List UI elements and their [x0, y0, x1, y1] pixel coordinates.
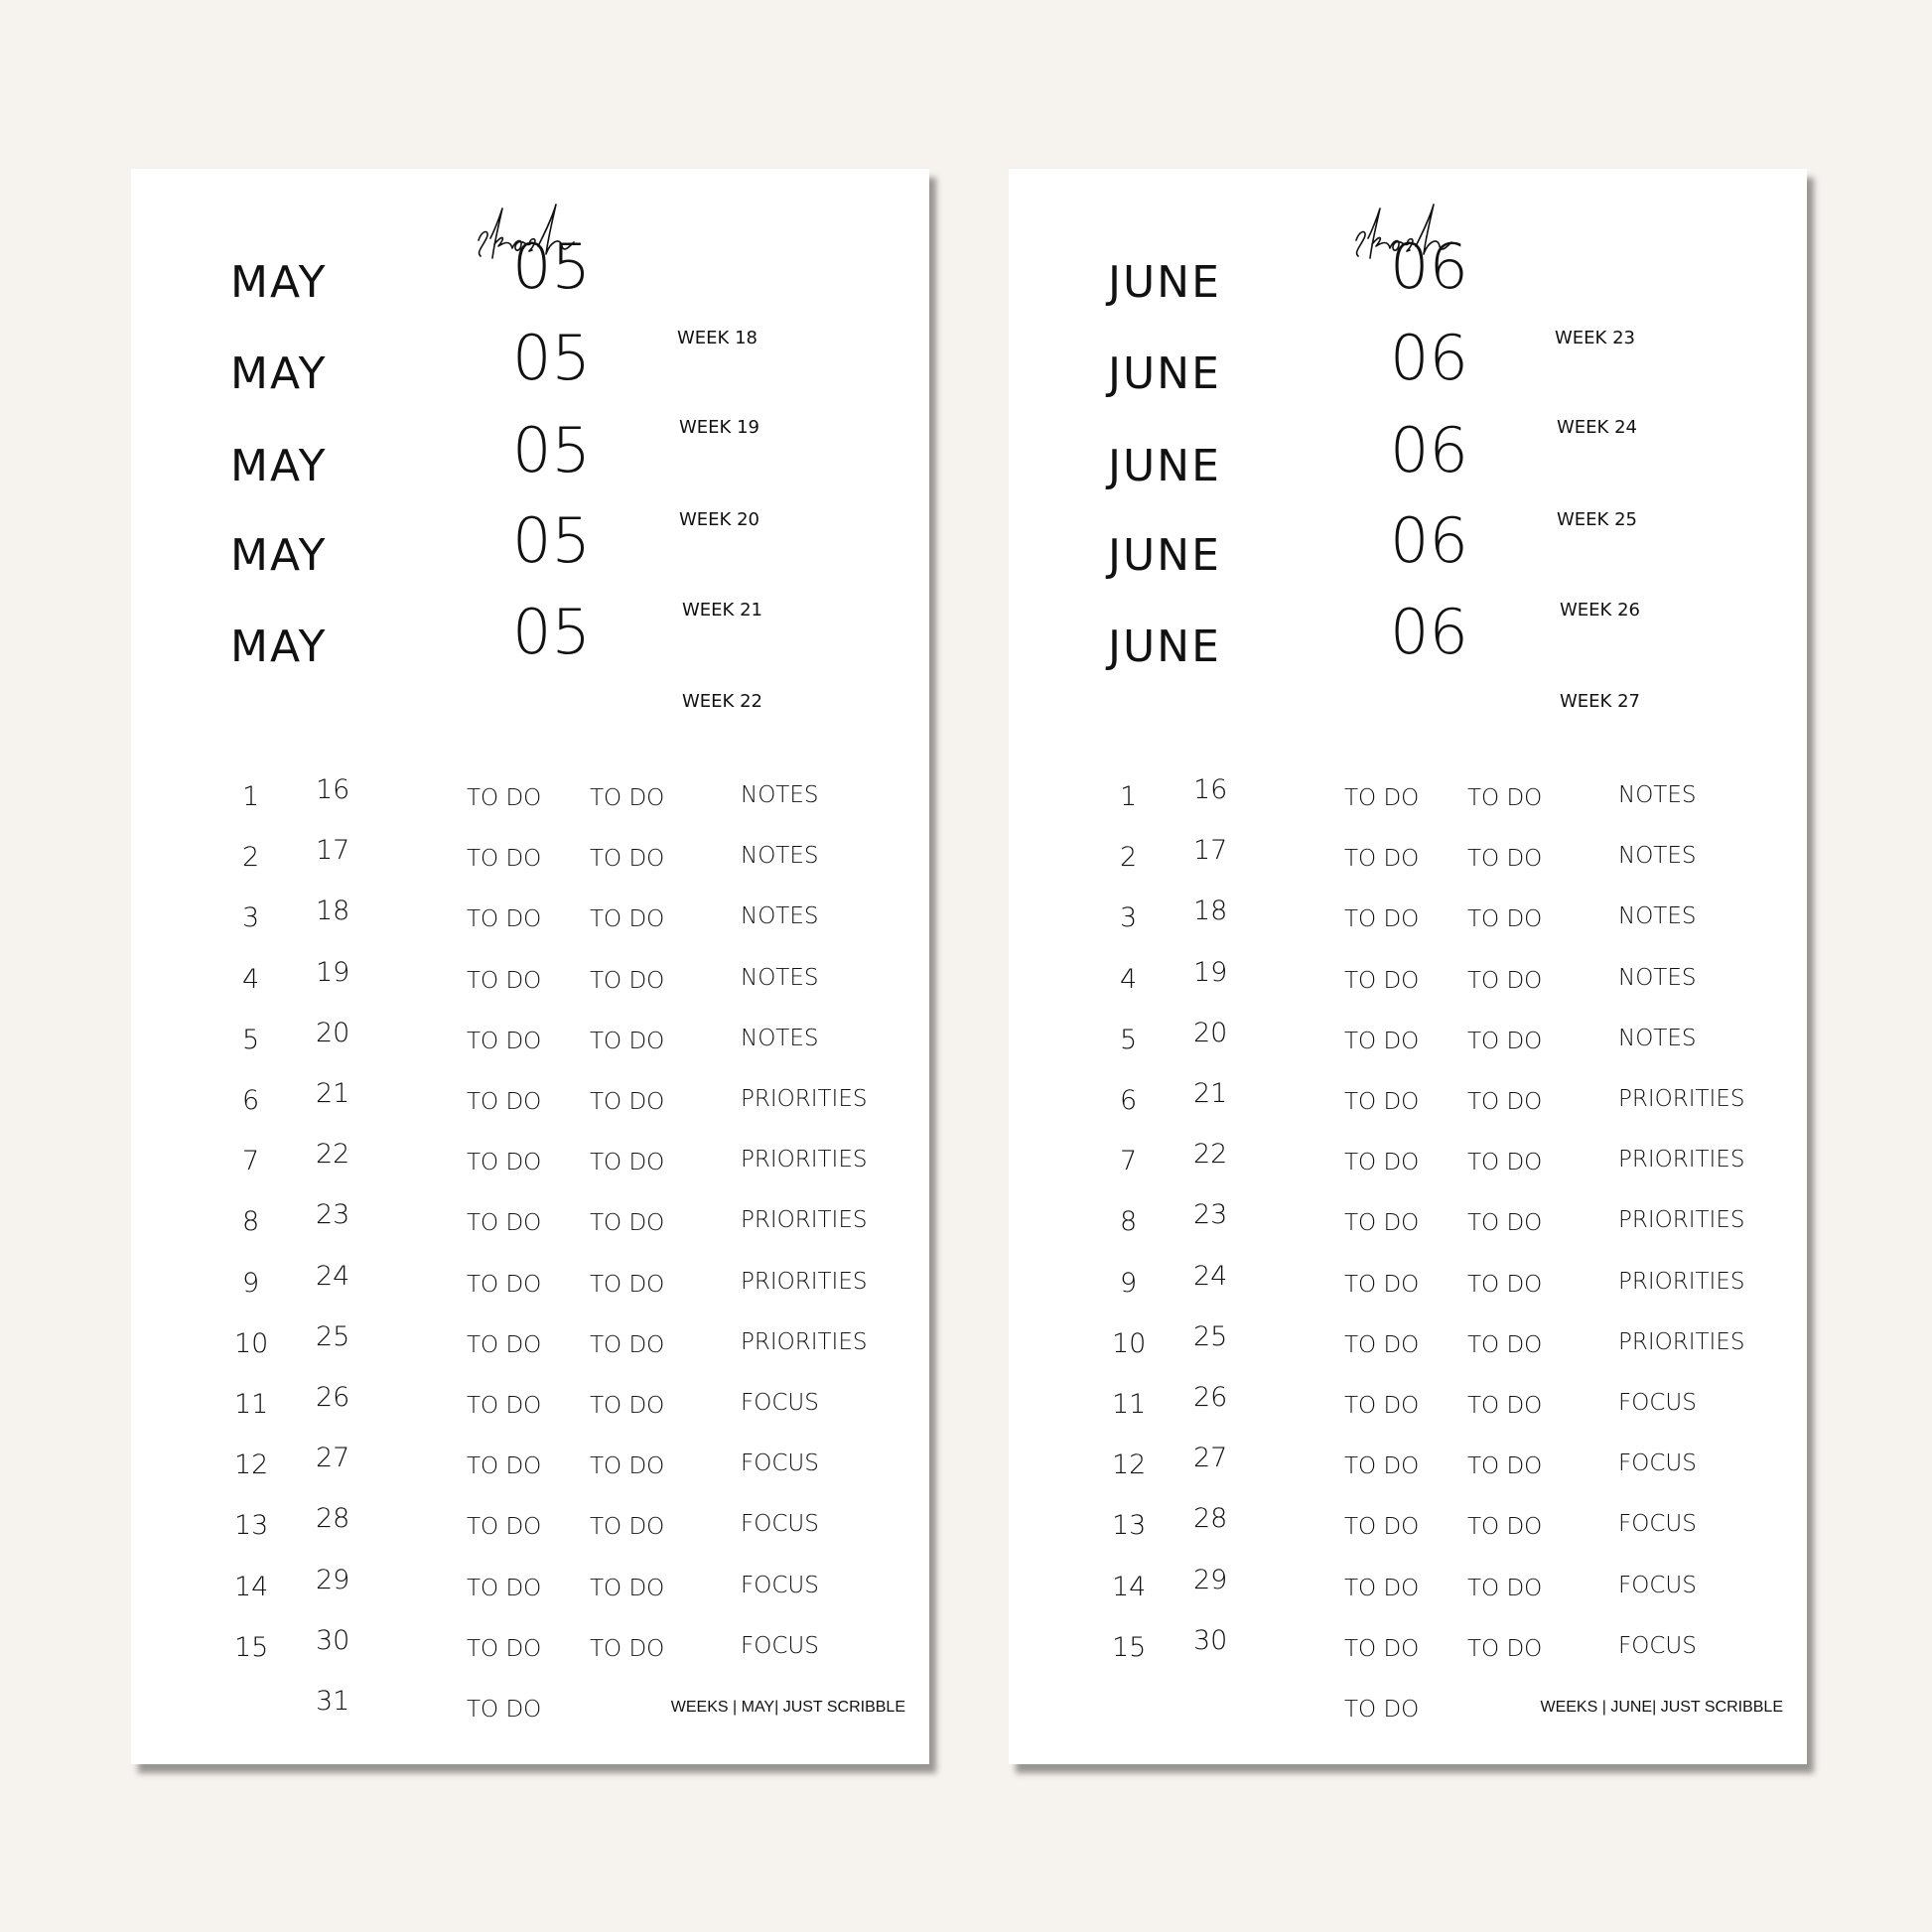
month-number: 05	[512, 230, 591, 303]
week-label: WEEK 24	[1557, 417, 1637, 438]
todo-label: TO DO	[467, 1150, 542, 1176]
day-number: 11	[234, 1389, 269, 1420]
day-number: 4	[1120, 963, 1138, 995]
category-label: FOCUS	[741, 1572, 819, 1598]
todo-label: TO DO	[590, 1210, 665, 1237]
todo-label: TO DO	[590, 1150, 665, 1176]
day-number: 13	[234, 1510, 269, 1542]
category-label: PRIORITIES	[741, 1086, 868, 1112]
day-number: 24	[1193, 1260, 1228, 1292]
day-number: 15	[1112, 1631, 1147, 1663]
todo-label: TO DO	[1467, 1453, 1543, 1480]
todo-label: TO DO	[1344, 1271, 1420, 1298]
day-number: 26	[1193, 1382, 1228, 1413]
month-label: JUNE	[1108, 348, 1221, 399]
day-number: 20	[316, 1017, 350, 1048]
category-label: NOTES	[1618, 843, 1697, 870]
day-number: 6	[242, 1085, 260, 1116]
todo-label: TO DO	[1344, 1453, 1420, 1480]
day-number: 17	[1193, 835, 1228, 867]
todo-label: TO DO	[590, 785, 665, 811]
day-number: 3	[242, 902, 260, 934]
todo-label: TO DO	[467, 1089, 542, 1115]
day-number: 1	[242, 781, 260, 812]
category-label: FOCUS	[1618, 1390, 1697, 1416]
day-number: 9	[242, 1267, 260, 1299]
todo-label: TO DO	[590, 1514, 665, 1541]
day-number: 14	[1112, 1571, 1147, 1602]
day-number: 12	[234, 1449, 269, 1481]
category-label: FOCUS	[741, 1632, 819, 1659]
category-label: FOCUS	[741, 1390, 819, 1416]
day-number: 14	[234, 1571, 269, 1602]
day-number: 2	[1120, 842, 1138, 874]
todo-label: TO DO	[467, 1331, 542, 1358]
day-number: 7	[1120, 1146, 1138, 1177]
todo-label: TO DO	[1344, 1514, 1420, 1541]
category-label: NOTES	[1618, 964, 1697, 991]
day-number: 9	[1120, 1267, 1138, 1299]
category-label: FOCUS	[1618, 1632, 1697, 1659]
category-label: PRIORITIES	[1618, 1147, 1745, 1173]
todo-label: TO DO	[467, 906, 542, 933]
day-number: 28	[1193, 1503, 1228, 1535]
category-label: NOTES	[741, 903, 819, 930]
todo-label: TO DO	[467, 1028, 542, 1054]
category-label: PRIORITIES	[1618, 1086, 1745, 1112]
category-label: PRIORITIES	[741, 1268, 868, 1295]
day-number: 27	[1193, 1443, 1228, 1474]
todo-label: TO DO	[590, 1453, 665, 1480]
month-label: MAY	[230, 441, 328, 491]
day-number: 26	[316, 1382, 350, 1413]
week-label: WEEK 27	[1560, 691, 1640, 712]
month-number: 06	[1390, 596, 1468, 668]
todo-label: TO DO	[1467, 1210, 1543, 1237]
todo-label: TO DO	[1467, 1028, 1543, 1054]
day-number: 18	[316, 896, 350, 927]
month-label: MAY	[230, 530, 328, 581]
sticker-sheet-june	[1009, 169, 1807, 1764]
day-number: 25	[316, 1320, 350, 1352]
todo-label: TO DO	[590, 1271, 665, 1298]
day-number: 20	[1193, 1017, 1228, 1048]
todo-label: TO DO	[1344, 1210, 1420, 1237]
todo-label: TO DO	[467, 1635, 542, 1662]
week-label: WEEK 20	[679, 509, 759, 530]
day-number: 16	[316, 774, 350, 805]
category-label: FOCUS	[741, 1450, 819, 1477]
todo-label: TO DO	[467, 967, 542, 994]
todo-label: TO DO	[1467, 846, 1543, 873]
day-number: 12	[1112, 1449, 1147, 1481]
category-label: NOTES	[1618, 782, 1697, 808]
todo-label: TO DO	[1344, 785, 1420, 811]
todo-label: TO DO	[467, 1393, 542, 1419]
day-number: 2	[242, 842, 260, 874]
day-number: 16	[1193, 774, 1228, 805]
day-number: 1	[1120, 781, 1138, 812]
todo-label: TO DO	[1467, 1089, 1543, 1115]
day-number: 25	[1193, 1320, 1228, 1352]
day-number: 24	[316, 1260, 350, 1292]
week-label: WEEK 23	[1555, 328, 1635, 348]
month-label: MAY	[230, 257, 328, 308]
day-number: 8	[1120, 1206, 1138, 1238]
category-label: PRIORITIES	[1618, 1207, 1745, 1234]
day-number: 27	[316, 1443, 350, 1474]
day-number: 18	[1193, 896, 1228, 927]
todo-label: TO DO	[467, 1453, 542, 1480]
day-number: 10	[234, 1327, 269, 1359]
day-number: 21	[316, 1078, 350, 1109]
todo-label: TO DO	[1344, 1150, 1420, 1176]
todo-label: TO DO	[590, 1635, 665, 1662]
todo-label: TO DO	[590, 1028, 665, 1054]
todo-label: TO DO	[590, 1575, 665, 1601]
day-number: 3	[1120, 902, 1138, 934]
month-number: 05	[512, 414, 591, 486]
month-label: MAY	[230, 348, 328, 399]
day-number: 17	[316, 835, 350, 867]
week-label: WEEK 22	[682, 691, 762, 712]
todo-label: TO DO	[1467, 1393, 1543, 1419]
day-number: 19	[1193, 956, 1228, 988]
category-label: NOTES	[1618, 903, 1697, 930]
day-number: 28	[316, 1503, 350, 1535]
month-label: MAY	[230, 621, 328, 672]
todo-label: TO DO	[467, 1575, 542, 1601]
month-label: JUNE	[1108, 530, 1221, 581]
category-label: PRIORITIES	[1618, 1268, 1745, 1295]
todo-label: TO DO	[1344, 846, 1420, 873]
day-number: 13	[1112, 1510, 1147, 1542]
category-label: NOTES	[741, 843, 819, 870]
week-label: WEEK 25	[1557, 509, 1637, 530]
todo-label: TO DO	[1344, 967, 1420, 994]
todo-label: TO DO	[590, 1393, 665, 1419]
todo-label: TO DO	[1467, 785, 1543, 811]
day-number: 8	[242, 1206, 260, 1238]
category-label: FOCUS	[1618, 1511, 1697, 1538]
day-number: 21	[1193, 1078, 1228, 1109]
category-label: NOTES	[1618, 1025, 1697, 1051]
todo-label: TO DO	[590, 846, 665, 873]
day-number: 22	[1193, 1139, 1228, 1171]
todo-label: TO DO	[467, 1697, 542, 1723]
todo-label: TO DO	[1344, 1393, 1420, 1419]
day-number: 30	[316, 1624, 350, 1656]
todo-label: TO DO	[1344, 1635, 1420, 1662]
todo-label: TO DO	[1467, 1150, 1543, 1176]
todo-label: TO DO	[467, 785, 542, 811]
todo-label: TO DO	[590, 906, 665, 933]
todo-label: TO DO	[1467, 1331, 1543, 1358]
todo-label: TO DO	[590, 1331, 665, 1358]
day-number: 22	[316, 1139, 350, 1171]
day-number: 30	[1193, 1624, 1228, 1656]
month-number: 06	[1390, 230, 1468, 303]
day-number: 23	[316, 1199, 350, 1231]
todo-label: TO DO	[1344, 1028, 1420, 1054]
month-label: JUNE	[1108, 441, 1221, 491]
month-label: JUNE	[1108, 257, 1221, 308]
sheet-footer: WEEKS | MAY| JUST SCRIBBLE	[670, 1699, 905, 1716]
todo-label: TO DO	[590, 967, 665, 994]
category-label: PRIORITIES	[741, 1328, 868, 1355]
day-number: 23	[1193, 1199, 1228, 1231]
todo-label: TO DO	[1467, 1635, 1543, 1662]
day-number: 5	[1120, 1024, 1138, 1055]
month-number: 05	[512, 596, 591, 668]
todo-label: TO DO	[1467, 1514, 1543, 1541]
todo-label: TO DO	[1344, 1575, 1420, 1601]
category-label: PRIORITIES	[1618, 1328, 1745, 1355]
sticker-sheet-may	[131, 169, 929, 1764]
week-label: WEEK 21	[682, 600, 762, 621]
month-number: 06	[1390, 504, 1468, 577]
month-number: 06	[1390, 322, 1468, 394]
day-number: 7	[242, 1146, 260, 1177]
sheet-footer: WEEKS | JUNE| JUST SCRIBBLE	[1540, 1699, 1783, 1716]
category-label: FOCUS	[1618, 1450, 1697, 1477]
category-label: NOTES	[741, 1025, 819, 1051]
day-number: 5	[242, 1024, 260, 1055]
todo-label: TO DO	[1467, 1271, 1543, 1298]
day-number: 31	[316, 1686, 350, 1717]
todo-label: TO DO	[1467, 1575, 1543, 1601]
category-label: PRIORITIES	[741, 1147, 868, 1173]
todo-label: TO DO	[1467, 967, 1543, 994]
day-number: 11	[1112, 1389, 1147, 1420]
todo-label: TO DO	[467, 1514, 542, 1541]
todo-label: TO DO	[590, 1089, 665, 1115]
month-number: 05	[512, 322, 591, 394]
category-label: PRIORITIES	[741, 1207, 868, 1234]
week-label: WEEK 26	[1560, 600, 1640, 621]
todo-label: TO DO	[1344, 906, 1420, 933]
day-number: 4	[242, 963, 260, 995]
day-number: 29	[316, 1564, 350, 1595]
todo-label: TO DO	[467, 1210, 542, 1237]
month-number: 06	[1390, 414, 1468, 486]
category-label: NOTES	[741, 964, 819, 991]
todo-label: TO DO	[1344, 1697, 1420, 1723]
day-number: 15	[234, 1631, 269, 1663]
day-number: 6	[1120, 1085, 1138, 1116]
day-number: 10	[1112, 1327, 1147, 1359]
todo-label: TO DO	[1467, 906, 1543, 933]
month-label: JUNE	[1108, 621, 1221, 672]
todo-label: TO DO	[1344, 1331, 1420, 1358]
month-number: 05	[512, 504, 591, 577]
category-label: FOCUS	[1618, 1572, 1697, 1598]
todo-label: TO DO	[1344, 1089, 1420, 1115]
category-label: NOTES	[741, 782, 819, 808]
category-label: FOCUS	[741, 1511, 819, 1538]
week-label: WEEK 18	[677, 328, 758, 348]
week-label: WEEK 19	[679, 417, 759, 438]
todo-label: TO DO	[467, 1271, 542, 1298]
todo-label: TO DO	[467, 846, 542, 873]
day-number: 19	[316, 956, 350, 988]
day-number: 29	[1193, 1564, 1228, 1595]
